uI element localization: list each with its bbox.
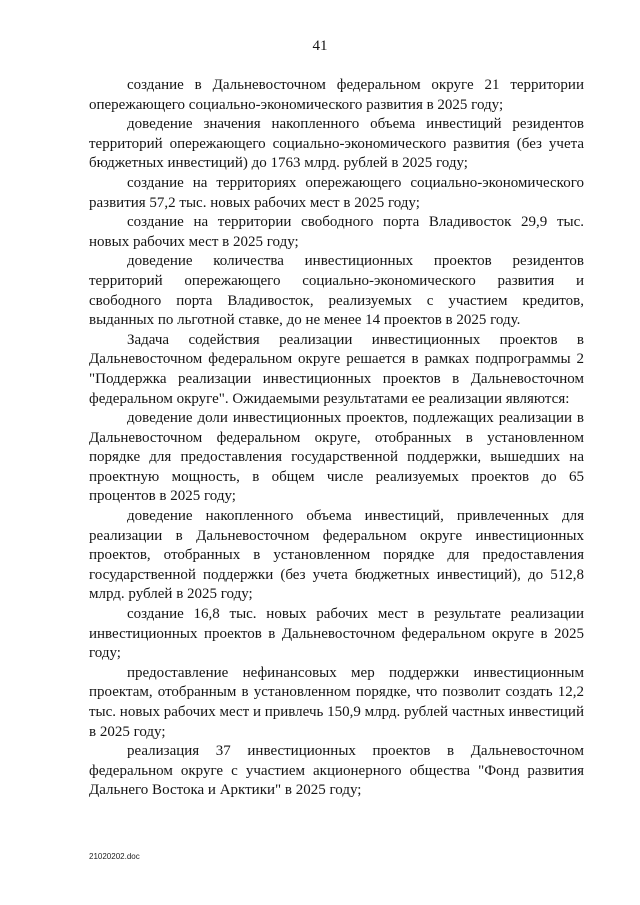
paragraph-1: создание в Дальневосточном федеральном округе 21 территории опережающего социально-экономического развития в 2025 году; (89, 77, 584, 113)
paragraph-8: доведение накопленного объема инвестиций, привлеченных для реализации в Дальневосточном федеральном округе инвестиционных проектов, отобранных в установленном порядке для предоставления государственной поддержки (без учета бюджетных инвестиций), до 512,8 млрд. рублей в 2025 году; (89, 508, 584, 603)
paragraph-9: создание 16,8 тыс. новых рабочих мест в результате реализации инвестиционных проектов в Дальневосточном федеральном округе в 2025 году; (89, 606, 584, 662)
paragraph-6: Задача содействия реализации инвестиционных проектов в Дальневосточном федеральном округе решается в рамках подпрограммы 2 "Поддержка реализации инвестиционных проектов в Дальневосточном федеральном округе". Ожидаемыми результатами ее реализации являются: (89, 331, 584, 407)
paragraph-4: создание на территории свободного порта Владивосток 29,9 тыс. новых рабочих мест в 2025 году; (89, 214, 584, 250)
paragraph-2: доведение значения накопленного объема инвестиций резидентов территорий опережающего социально-экономического развития (без учета бюджетных инвестиций) до 1763 млрд. рублей в 2025 году; (89, 116, 584, 172)
document-footer: 21020202.doc (89, 852, 140, 861)
page-number: 41 (312, 38, 328, 54)
document-body (89, 76, 584, 801)
paragraph-10: предоставление нефинансовых мер поддержки инвестиционным проектам, отобранным в установленном порядке, что позволит создать 12,2 тыс. новых рабочих мест и привлечь 150,9 млрд. рублей частных инвестиций в 2025 году; (89, 664, 584, 740)
paragraph-5: доведение количества инвестиционных проектов резидентов территорий опережающего социально-экономического развития и свободного порта Владивосток, реализуемых с участием кредитов, выданных по льготной ставке, до не менее 14 проектов в 2025 году. (89, 253, 584, 329)
paragraph-7: доведение доли инвестиционных проектов, подлежащих реализации в Дальневосточном федеральном округе, отобранных в установленном порядке для предоставления государственной поддержки, вышедших на проектную мощность, в общем числе реализуемых проектов до 65 процентов в 2025 году; (89, 410, 584, 505)
paragraph-11: реализация 37 инвестиционных проектов в Дальневосточном федеральном округе с участием акционерного общества "Фонд развития Дальнего Востока и Арктики" в 2025 году; (89, 743, 584, 799)
paragraph-3: создание на территориях опережающего социально-экономического развития 57,2 тыс. новых рабочих мест в 2025 году; (89, 174, 584, 211)
